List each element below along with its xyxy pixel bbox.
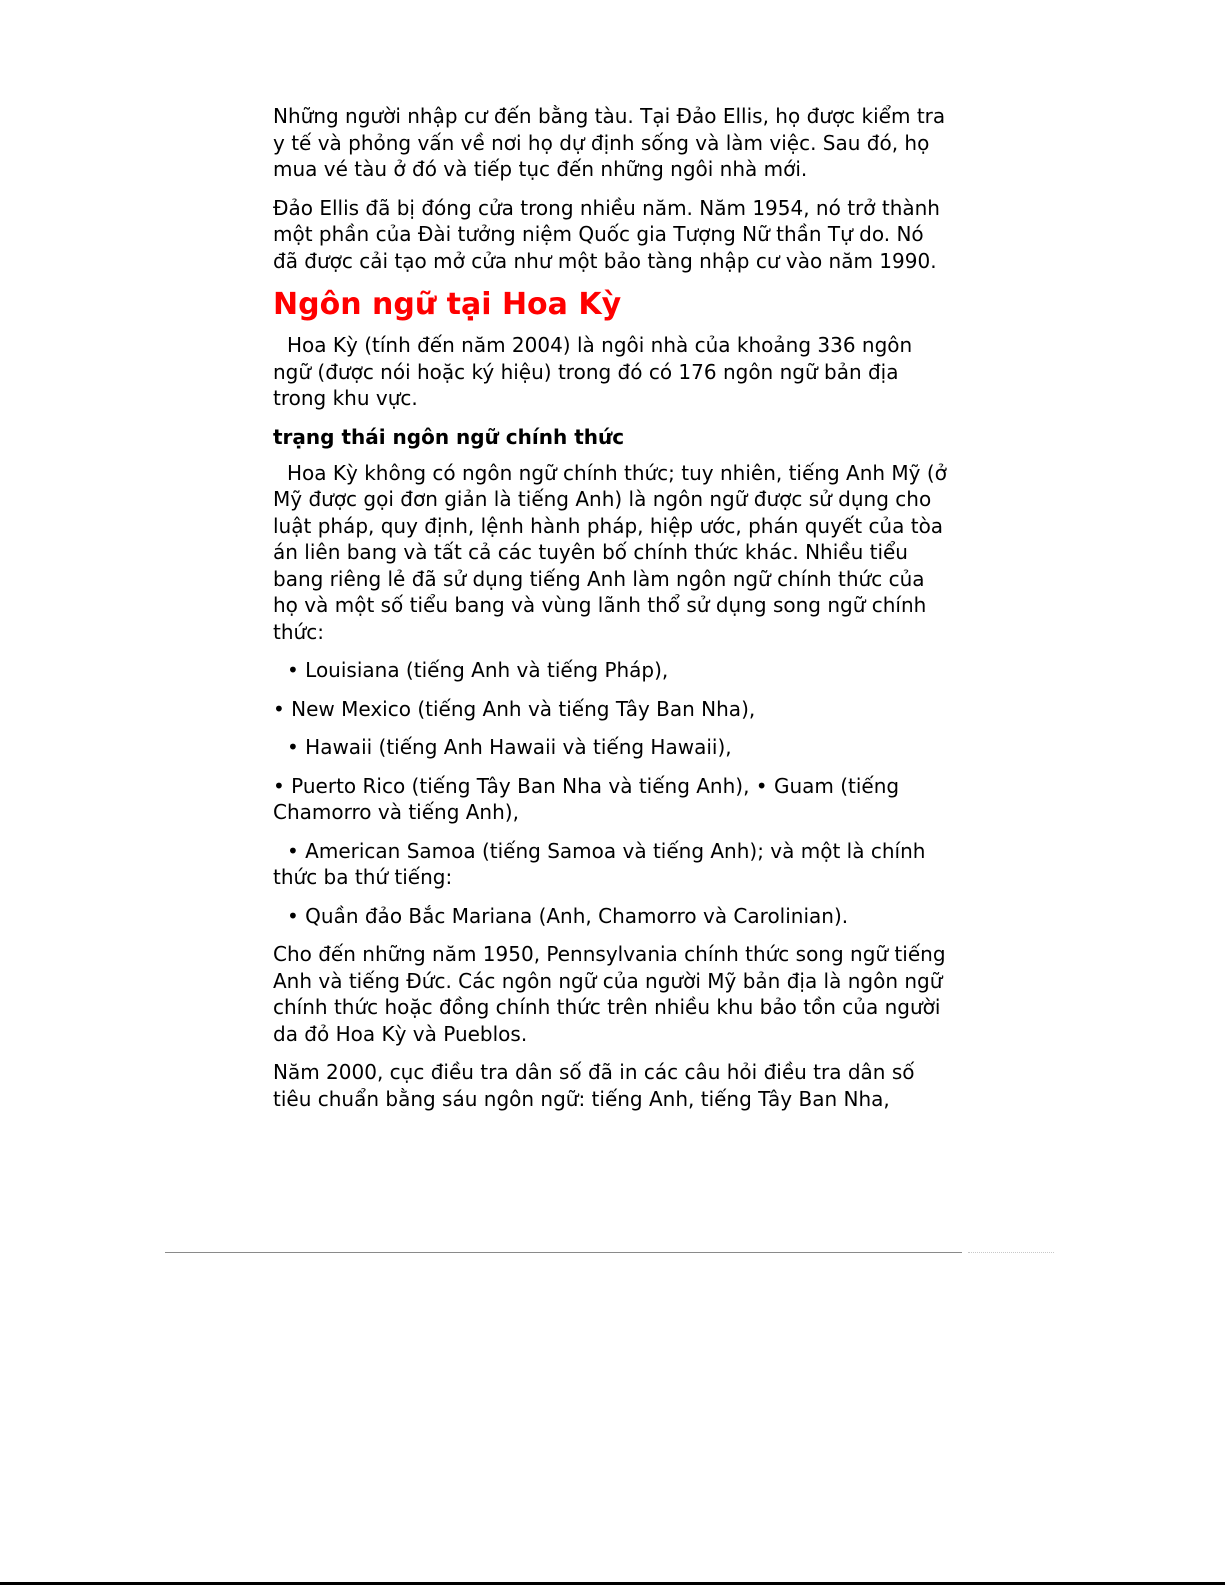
document-page [273, 103, 953, 1124]
bullet-american-samoa: • American Samoa (tiếng Samoa và tiếng Anh); và một là chính thức ba thứ tiếng: [273, 838, 926, 889]
footer-divider-tail [968, 1252, 1054, 1253]
paragraph-official-language: Hoa Kỳ không có ngôn ngữ chính thức; tuy nhiên, tiếng Anh Mỹ (ở Mỹ được gọi đơn giản là tiếng Anh) là ngôn ngữ được sử dụng cho luật pháp, quy định, lệnh hành pháp, hiệp ước, phán quyết của tòa án liên bang và tất cả các tuyên bố chính thức khác. Nhiều tiểu bang riêng lẻ đã sử dụng tiếng Anh làm ngôn ngữ chính thức của họ và một số tiểu bang và vùng lãnh thổ sử dụng song ngữ chính thức: [273, 460, 947, 644]
paragraph-pennsylvania: Cho đến những năm 1950, Pennsylvania chính thức song ngữ tiếng Anh và tiếng Đức. Các ngôn ngữ của người Mỹ bản địa là ngôn ngữ chính thức hoặc đồng chính thức trên nhiều khu bảo tồn của người da đỏ Hoa Kỳ và Pueblos. [273, 942, 946, 1046]
footer-divider [165, 1252, 962, 1253]
section-heading: Ngôn ngữ tại Hoa Kỳ [273, 287, 622, 322]
bullet-northern-mariana: • Quần đảo Bắc Mariana (Anh, Chamorro và Carolinian). [287, 903, 849, 928]
paragraph-languages-intro: Hoa Kỳ (tính đến năm 2004) là ngôi nhà của khoảng 336 ngôn ngữ (được nói hoặc ký hiệu) trong đó có 176 ngôn ngữ bản địa trong khu vực. [273, 333, 913, 410]
bullet-hawaii: • Hawaii (tiếng Anh Hawaii và tiếng Hawaii), [287, 735, 732, 759]
bullet-puerto-rico-guam: • Puerto Rico (tiếng Tây Ban Nha và tiếng Anh), • Guam (tiếng Chamorro và tiếng Anh), [273, 773, 900, 824]
paragraph-census: Năm 2000, cục điều tra dân số đã in các câu hỏi điều tra dân số tiêu chuẩn bằng sáu ngôn ngữ: tiếng Anh, tiếng Tây Ban Nha, [273, 1060, 915, 1111]
paragraph-immigrants: Những người nhập cư đến bằng tàu. Tại Đảo Ellis, họ được kiểm tra y tế và phỏng vấn về nơi họ dự định sống và làm việc. Sau đó, họ mua vé tàu ở đó và tiếp tục đến những ngôi nhà mới. [273, 104, 946, 181]
bullet-louisiana: • Louisiana (tiếng Anh và tiếng Pháp), [287, 658, 669, 682]
subheading-official-status: trạng thái ngôn ngữ chính thức [273, 424, 625, 449]
paragraph-ellis-island: Đảo Ellis đã bị đóng cửa trong nhiều năm. Năm 1954, nó trở thành một phần của Đài tưởng niệm Quốc gia Tượng Nữ thần Tự do. Nó đã được cải tạo mở cửa như một bảo tàng nhập cư vào năm 1990. [273, 195, 940, 273]
bullet-new-mexico: • New Mexico (tiếng Anh và tiếng Tây Ban Nha), [273, 696, 756, 721]
